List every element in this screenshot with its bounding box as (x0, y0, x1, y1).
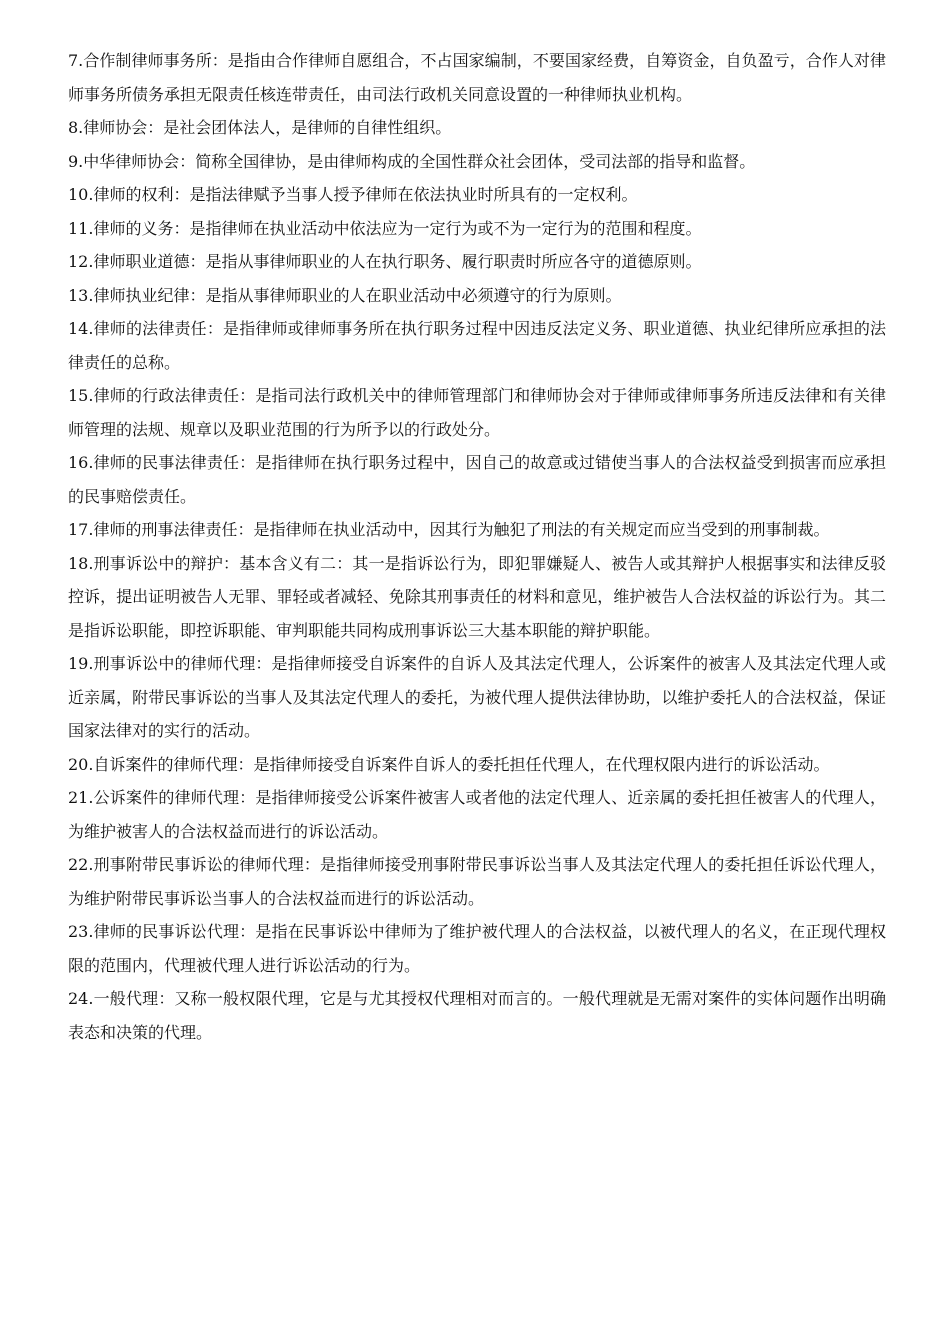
entry-19: 19.刑事诉讼中的律师代理：是指律师接受自诉案件的自诉人及其法定代理人，公诉案件的被害人及其法定代理人或近亲属，附带民事诉讼的当事人及其法定代理人的委托，为被代理人提供法律协助，以维护委托人的合法权益，保证国家法律对的实行的活动。 (68, 654, 886, 740)
entry-21: 21.公诉案件的律师代理：是指律师接受公诉案件被害人或者他的法定代理人、近亲属的委托担任被害人的代理人，为维护被害人的合法权益而进行的诉讼活动。 (68, 788, 886, 841)
entry-7: 7.合作制律师事务所：是指由合作律师自愿组合，不占国家编制，不要国家经费，自筹资金，自负盈亏，合作人对律师事务所债务承担无限责任核连带责任，由司法行政机关同意设置的一种律师执业机构。 (68, 51, 886, 104)
entry-20: 20.自诉案件的律师代理：是指律师接受自诉案件自诉人的委托担任代理人，在代理权限内进行的诉讼活动。 (68, 754, 830, 774)
entry-8: 8.律师协会：是社会团体法人，是律师的自律性组织。 (68, 118, 452, 137)
entry-23: 23.律师的民事诉讼代理：是指在民事诉讼中律师为了维护被代理人的合法权益，以被代理人的名义，在正现代理权限的范围内，代理被代理人进行诉讼活动的行为。 (68, 922, 886, 975)
entry-16: 16.律师的民事法律责任：是指律师在执行职务过程中，因自己的故意或过错使当事人的合法权益受到损害而应承担的民事赔偿责任。 (68, 453, 886, 506)
entry-13: 13.律师执业纪律：是指从事律师职业的人在职业活动中必须遵守的行为原则。 (68, 285, 622, 305)
entry-11: 11.律师的义务：是指律师在执业活动中依法应为一定行为或不为一定行为的范围和程度。 (68, 218, 702, 238)
entry-17: 17.律师的刑事法律责任：是指律师在执业活动中，因其行为触犯了刑法的有关规定而应当受到的刑事制裁。 (68, 520, 830, 539)
document-body (68, 44, 886, 1049)
entry-10: 10.律师的权利：是指法律赋予当事人授予律师在依法执业时所具有的一定权利。 (68, 185, 638, 204)
entry-22: 22.刑事附带民事诉讼的律师代理：是指律师接受刑事附带民事诉讼当事人及其法定代理人的委托担任诉讼代理人，为维护附带民事诉讼当事人的合法权益而进行的诉讼活动。 (68, 855, 886, 908)
entry-12: 12.律师职业道德：是指从事律师职业的人在执行职务、履行职责时所应各守的道德原则。 (68, 252, 702, 271)
entry-15: 15.律师的行政法律责任：是指司法行政机关中的律师管理部门和律师协会对于律师或律师事务所违反法律和有关律师管理的法规、规章以及职业范围的行为所予以的行政处分。 (68, 386, 886, 439)
entry-18: 18.刑事诉讼中的辩护：基本含义有二：其一是指诉讼行为，即犯罪嫌疑人、被告人或其辩护人根据事实和法律反驳控诉，提出证明被告人无罪、罪轻或者减轻、免除其刑事责任的材料和意见，维护被告人合法权益的诉讼行为。其二是指诉讼职能，即控诉职能、审判职能共同构成刑事诉讼三大基本职能的辩护职能。 (68, 553, 886, 640)
entry-14: 14.律师的法律责任：是指律师或律师事务所在执行职务过程中因违反法定义务、职业道德、执业纪律所应承担的法律责任的总称。 (68, 319, 886, 372)
entry-24: 24.一般代理：又称一般权限代理，它是与尤其授权代理相对而言的。一般代理就是无需对案件的实体问题作出明确表态和决策的代理。 (68, 989, 886, 1042)
entry-9: 9.中华律师协会：简称全国律协，是由律师构成的全国性群众社会团体，受司法部的指导和监督。 (68, 151, 756, 171)
